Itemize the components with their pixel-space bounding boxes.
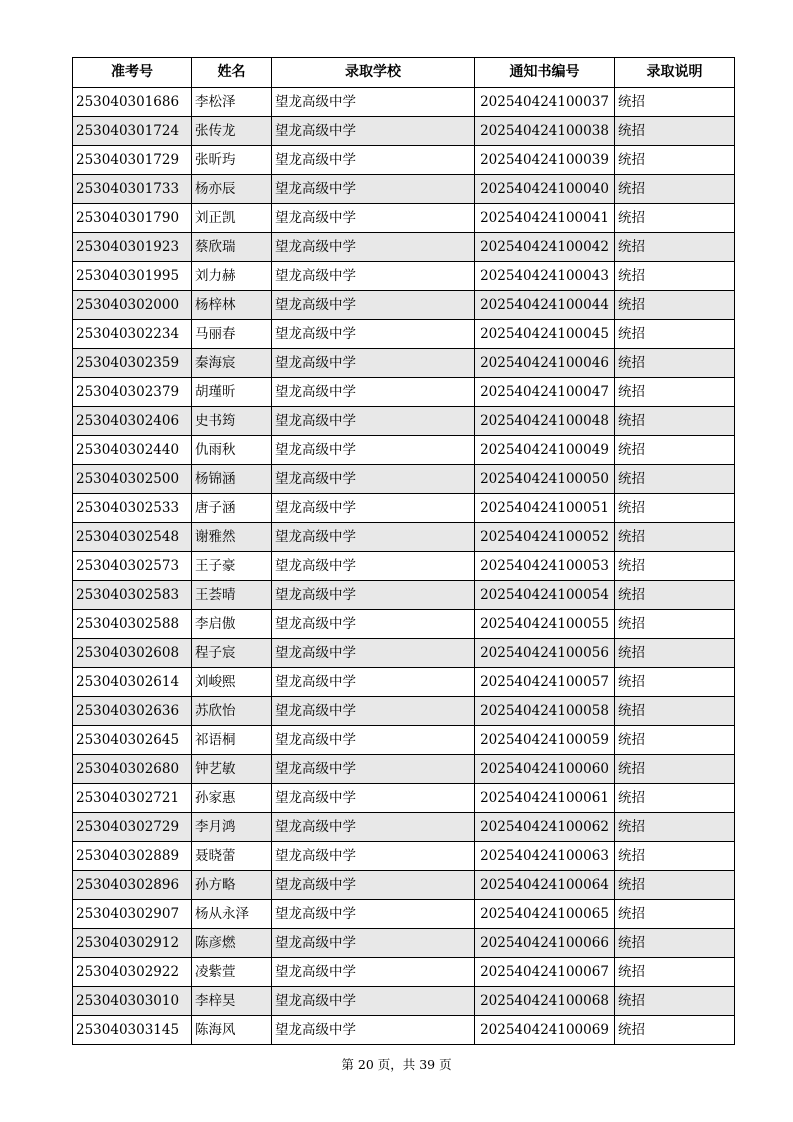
cell-remark: 统招 xyxy=(615,465,735,494)
table-row xyxy=(73,262,735,291)
cell-notice-no: 202540424100047 xyxy=(475,378,615,407)
cell-exam-no: 253040302896 xyxy=(73,871,192,900)
cell-exam-no: 253040301790 xyxy=(73,204,192,233)
cell-exam-no: 253040302680 xyxy=(73,755,192,784)
cell-exam-no: 253040302406 xyxy=(73,407,192,436)
cell-notice-no: 202540424100039 xyxy=(475,146,615,175)
table-row xyxy=(73,581,735,610)
cell-exam-no: 253040302588 xyxy=(73,610,192,639)
cell-name: 李启傲 xyxy=(192,610,272,639)
cell-remark: 统招 xyxy=(615,958,735,987)
cell-notice-no: 202540424100044 xyxy=(475,291,615,320)
table-row xyxy=(73,697,735,726)
cell-remark: 统招 xyxy=(615,146,735,175)
cell-school: 望龙高级中学 xyxy=(272,494,475,523)
cell-name: 王子豪 xyxy=(192,552,272,581)
cell-school: 望龙高级中学 xyxy=(272,378,475,407)
cell-school: 望龙高级中学 xyxy=(272,117,475,146)
cell-notice-no: 202540424100041 xyxy=(475,204,615,233)
cell-exam-no: 253040301733 xyxy=(73,175,192,204)
table-row xyxy=(73,639,735,668)
cell-name: 祁语桐 xyxy=(192,726,272,755)
cell-exam-no: 253040302645 xyxy=(73,726,192,755)
cell-notice-no: 202540424100051 xyxy=(475,494,615,523)
cell-notice-no: 202540424100056 xyxy=(475,639,615,668)
cell-notice-no: 202540424100063 xyxy=(475,842,615,871)
cell-exam-no: 253040301724 xyxy=(73,117,192,146)
cell-remark: 统招 xyxy=(615,349,735,378)
cell-name: 聂晓蕾 xyxy=(192,842,272,871)
cell-notice-no: 202540424100054 xyxy=(475,581,615,610)
table-row xyxy=(73,987,735,1016)
cell-name: 孙方略 xyxy=(192,871,272,900)
table-row xyxy=(73,871,735,900)
cell-school: 望龙高级中学 xyxy=(272,726,475,755)
table-row xyxy=(73,552,735,581)
table-row xyxy=(73,668,735,697)
cell-remark: 统招 xyxy=(615,117,735,146)
cell-exam-no: 253040302500 xyxy=(73,465,192,494)
cell-exam-no: 253040302907 xyxy=(73,900,192,929)
cell-remark: 统招 xyxy=(615,523,735,552)
table-row xyxy=(73,784,735,813)
cell-name: 秦海宸 xyxy=(192,349,272,378)
header-name: 姓名 xyxy=(192,58,272,88)
cell-remark: 统招 xyxy=(615,1016,735,1045)
cell-school: 望龙高级中学 xyxy=(272,813,475,842)
cell-remark: 统招 xyxy=(615,755,735,784)
table-row xyxy=(73,117,735,146)
cell-notice-no: 202540424100049 xyxy=(475,436,615,465)
cell-notice-no: 202540424100038 xyxy=(475,117,615,146)
cell-exam-no: 253040302889 xyxy=(73,842,192,871)
cell-name: 程子宸 xyxy=(192,639,272,668)
cell-school: 望龙高级中学 xyxy=(272,552,475,581)
cell-notice-no: 202540424100043 xyxy=(475,262,615,291)
table-row xyxy=(73,88,735,117)
cell-school: 望龙高级中学 xyxy=(272,900,475,929)
cell-remark: 统招 xyxy=(615,581,735,610)
table-row xyxy=(73,813,735,842)
cell-school: 望龙高级中学 xyxy=(272,320,475,349)
cell-exam-no: 253040302922 xyxy=(73,958,192,987)
cell-exam-no: 253040302721 xyxy=(73,784,192,813)
cell-remark: 统招 xyxy=(615,436,735,465)
cell-school: 望龙高级中学 xyxy=(272,958,475,987)
cell-notice-no: 202540424100061 xyxy=(475,784,615,813)
cell-exam-no: 253040302636 xyxy=(73,697,192,726)
cell-exam-no: 253040303145 xyxy=(73,1016,192,1045)
cell-name: 仇雨秋 xyxy=(192,436,272,465)
header-school: 录取学校 xyxy=(272,58,475,88)
cell-remark: 统招 xyxy=(615,813,735,842)
cell-exam-no: 253040302912 xyxy=(73,929,192,958)
cell-name: 李月鸿 xyxy=(192,813,272,842)
cell-notice-no: 202540424100055 xyxy=(475,610,615,639)
cell-name: 苏欣怡 xyxy=(192,697,272,726)
cell-notice-no: 202540424100062 xyxy=(475,813,615,842)
cell-remark: 统招 xyxy=(615,320,735,349)
cell-notice-no: 202540424100040 xyxy=(475,175,615,204)
cell-school: 望龙高级中学 xyxy=(272,291,475,320)
admission-table xyxy=(72,57,735,1045)
cell-name: 陈彦燃 xyxy=(192,929,272,958)
table-body xyxy=(73,88,735,1045)
cell-school: 望龙高级中学 xyxy=(272,146,475,175)
cell-name: 胡瑾昕 xyxy=(192,378,272,407)
table-row xyxy=(73,900,735,929)
cell-exam-no: 253040302000 xyxy=(73,291,192,320)
table-row xyxy=(73,291,735,320)
cell-exam-no: 253040302573 xyxy=(73,552,192,581)
cell-exam-no: 253040302548 xyxy=(73,523,192,552)
cell-remark: 统招 xyxy=(615,610,735,639)
cell-notice-no: 202540424100046 xyxy=(475,349,615,378)
table-row xyxy=(73,175,735,204)
cell-remark: 统招 xyxy=(615,233,735,262)
cell-name: 刘正凯 xyxy=(192,204,272,233)
table-row xyxy=(73,204,735,233)
cell-remark: 统招 xyxy=(615,726,735,755)
table-row xyxy=(73,610,735,639)
table-row xyxy=(73,146,735,175)
cell-remark: 统招 xyxy=(615,407,735,436)
table-header xyxy=(73,58,735,88)
cell-school: 望龙高级中学 xyxy=(272,842,475,871)
cell-notice-no: 202540424100053 xyxy=(475,552,615,581)
cell-school: 望龙高级中学 xyxy=(272,610,475,639)
cell-remark: 统招 xyxy=(615,929,735,958)
cell-exam-no: 253040302533 xyxy=(73,494,192,523)
table-row xyxy=(73,1016,735,1045)
cell-remark: 统招 xyxy=(615,494,735,523)
header-exam-no: 准考号 xyxy=(73,58,192,88)
cell-exam-no: 253040302608 xyxy=(73,639,192,668)
cell-exam-no: 253040301995 xyxy=(73,262,192,291)
cell-name: 陈海风 xyxy=(192,1016,272,1045)
cell-school: 望龙高级中学 xyxy=(272,639,475,668)
cell-notice-no: 202540424100069 xyxy=(475,1016,615,1045)
cell-name: 钟艺敏 xyxy=(192,755,272,784)
cell-name: 谢雅然 xyxy=(192,523,272,552)
cell-remark: 统招 xyxy=(615,204,735,233)
table-row xyxy=(73,929,735,958)
cell-school: 望龙高级中学 xyxy=(272,581,475,610)
cell-exam-no: 253040302729 xyxy=(73,813,192,842)
cell-exam-no: 253040302614 xyxy=(73,668,192,697)
cell-name: 马丽春 xyxy=(192,320,272,349)
cell-notice-no: 202540424100064 xyxy=(475,871,615,900)
cell-name: 李松泽 xyxy=(192,88,272,117)
cell-remark: 统招 xyxy=(615,900,735,929)
cell-notice-no: 202540424100052 xyxy=(475,523,615,552)
cell-name: 王荟晴 xyxy=(192,581,272,610)
cell-exam-no: 253040302234 xyxy=(73,320,192,349)
cell-school: 望龙高级中学 xyxy=(272,436,475,465)
cell-name: 杨亦辰 xyxy=(192,175,272,204)
table-row xyxy=(73,523,735,552)
cell-name: 刘峻熙 xyxy=(192,668,272,697)
cell-school: 望龙高级中学 xyxy=(272,668,475,697)
table-row xyxy=(73,755,735,784)
cell-school: 望龙高级中学 xyxy=(272,697,475,726)
header-remark: 录取说明 xyxy=(615,58,735,88)
cell-school: 望龙高级中学 xyxy=(272,204,475,233)
table-row xyxy=(73,842,735,871)
cell-school: 望龙高级中学 xyxy=(272,175,475,204)
cell-exam-no: 253040301729 xyxy=(73,146,192,175)
cell-remark: 统招 xyxy=(615,88,735,117)
cell-name: 凌紫萱 xyxy=(192,958,272,987)
cell-remark: 统招 xyxy=(615,697,735,726)
cell-notice-no: 202540424100045 xyxy=(475,320,615,349)
table-row xyxy=(73,494,735,523)
cell-name: 杨从永泽 xyxy=(192,900,272,929)
cell-name: 张昕玙 xyxy=(192,146,272,175)
cell-notice-no: 202540424100057 xyxy=(475,668,615,697)
header-row xyxy=(73,58,735,88)
cell-school: 望龙高级中学 xyxy=(272,1016,475,1045)
cell-school: 望龙高级中学 xyxy=(272,871,475,900)
cell-school: 望龙高级中学 xyxy=(272,233,475,262)
cell-remark: 统招 xyxy=(615,668,735,697)
cell-remark: 统招 xyxy=(615,291,735,320)
cell-exam-no: 253040303010 xyxy=(73,987,192,1016)
table-row xyxy=(73,407,735,436)
cell-name: 孙家惠 xyxy=(192,784,272,813)
table-row xyxy=(73,726,735,755)
cell-notice-no: 202540424100066 xyxy=(475,929,615,958)
cell-school: 望龙高级中学 xyxy=(272,349,475,378)
table-row xyxy=(73,958,735,987)
cell-notice-no: 202540424100048 xyxy=(475,407,615,436)
table-row xyxy=(73,436,735,465)
cell-school: 望龙高级中学 xyxy=(272,262,475,291)
cell-exam-no: 253040302440 xyxy=(73,436,192,465)
cell-name: 刘力赫 xyxy=(192,262,272,291)
cell-remark: 统招 xyxy=(615,262,735,291)
table-row xyxy=(73,349,735,378)
cell-exam-no: 253040302379 xyxy=(73,378,192,407)
cell-notice-no: 202540424100037 xyxy=(475,88,615,117)
page-footer: 第 20 页，共 39 页 xyxy=(341,1057,452,1072)
table-row xyxy=(73,233,735,262)
cell-remark: 统招 xyxy=(615,987,735,1016)
cell-name: 唐子涵 xyxy=(192,494,272,523)
cell-name: 张传龙 xyxy=(192,117,272,146)
header-notice-no: 通知书编号 xyxy=(475,58,615,88)
cell-name: 杨锦涵 xyxy=(192,465,272,494)
cell-remark: 统招 xyxy=(615,552,735,581)
cell-school: 望龙高级中学 xyxy=(272,88,475,117)
cell-remark: 统招 xyxy=(615,175,735,204)
cell-notice-no: 202540424100050 xyxy=(475,465,615,494)
cell-notice-no: 202540424100058 xyxy=(475,697,615,726)
table-row xyxy=(73,320,735,349)
cell-notice-no: 202540424100068 xyxy=(475,987,615,1016)
cell-school: 望龙高级中学 xyxy=(272,784,475,813)
cell-notice-no: 202540424100059 xyxy=(475,726,615,755)
cell-remark: 统招 xyxy=(615,842,735,871)
cell-school: 望龙高级中学 xyxy=(272,929,475,958)
cell-name: 李梓昊 xyxy=(192,987,272,1016)
cell-school: 望龙高级中学 xyxy=(272,523,475,552)
cell-exam-no: 253040302359 xyxy=(73,349,192,378)
table-row xyxy=(73,378,735,407)
cell-school: 望龙高级中学 xyxy=(272,755,475,784)
cell-notice-no: 202540424100065 xyxy=(475,900,615,929)
cell-exam-no: 253040302583 xyxy=(73,581,192,610)
cell-notice-no: 202540424100067 xyxy=(475,958,615,987)
cell-notice-no: 202540424100060 xyxy=(475,755,615,784)
cell-remark: 统招 xyxy=(615,871,735,900)
cell-name: 杨梓林 xyxy=(192,291,272,320)
cell-remark: 统招 xyxy=(615,639,735,668)
cell-remark: 统招 xyxy=(615,378,735,407)
cell-exam-no: 253040301923 xyxy=(73,233,192,262)
table-row xyxy=(73,465,735,494)
cell-notice-no: 202540424100042 xyxy=(475,233,615,262)
cell-school: 望龙高级中学 xyxy=(272,987,475,1016)
cell-school: 望龙高级中学 xyxy=(272,465,475,494)
cell-name: 史书筠 xyxy=(192,407,272,436)
cell-school: 望龙高级中学 xyxy=(272,407,475,436)
cell-remark: 统招 xyxy=(615,784,735,813)
cell-name: 蔡欣瑞 xyxy=(192,233,272,262)
cell-exam-no: 253040301686 xyxy=(73,88,192,117)
